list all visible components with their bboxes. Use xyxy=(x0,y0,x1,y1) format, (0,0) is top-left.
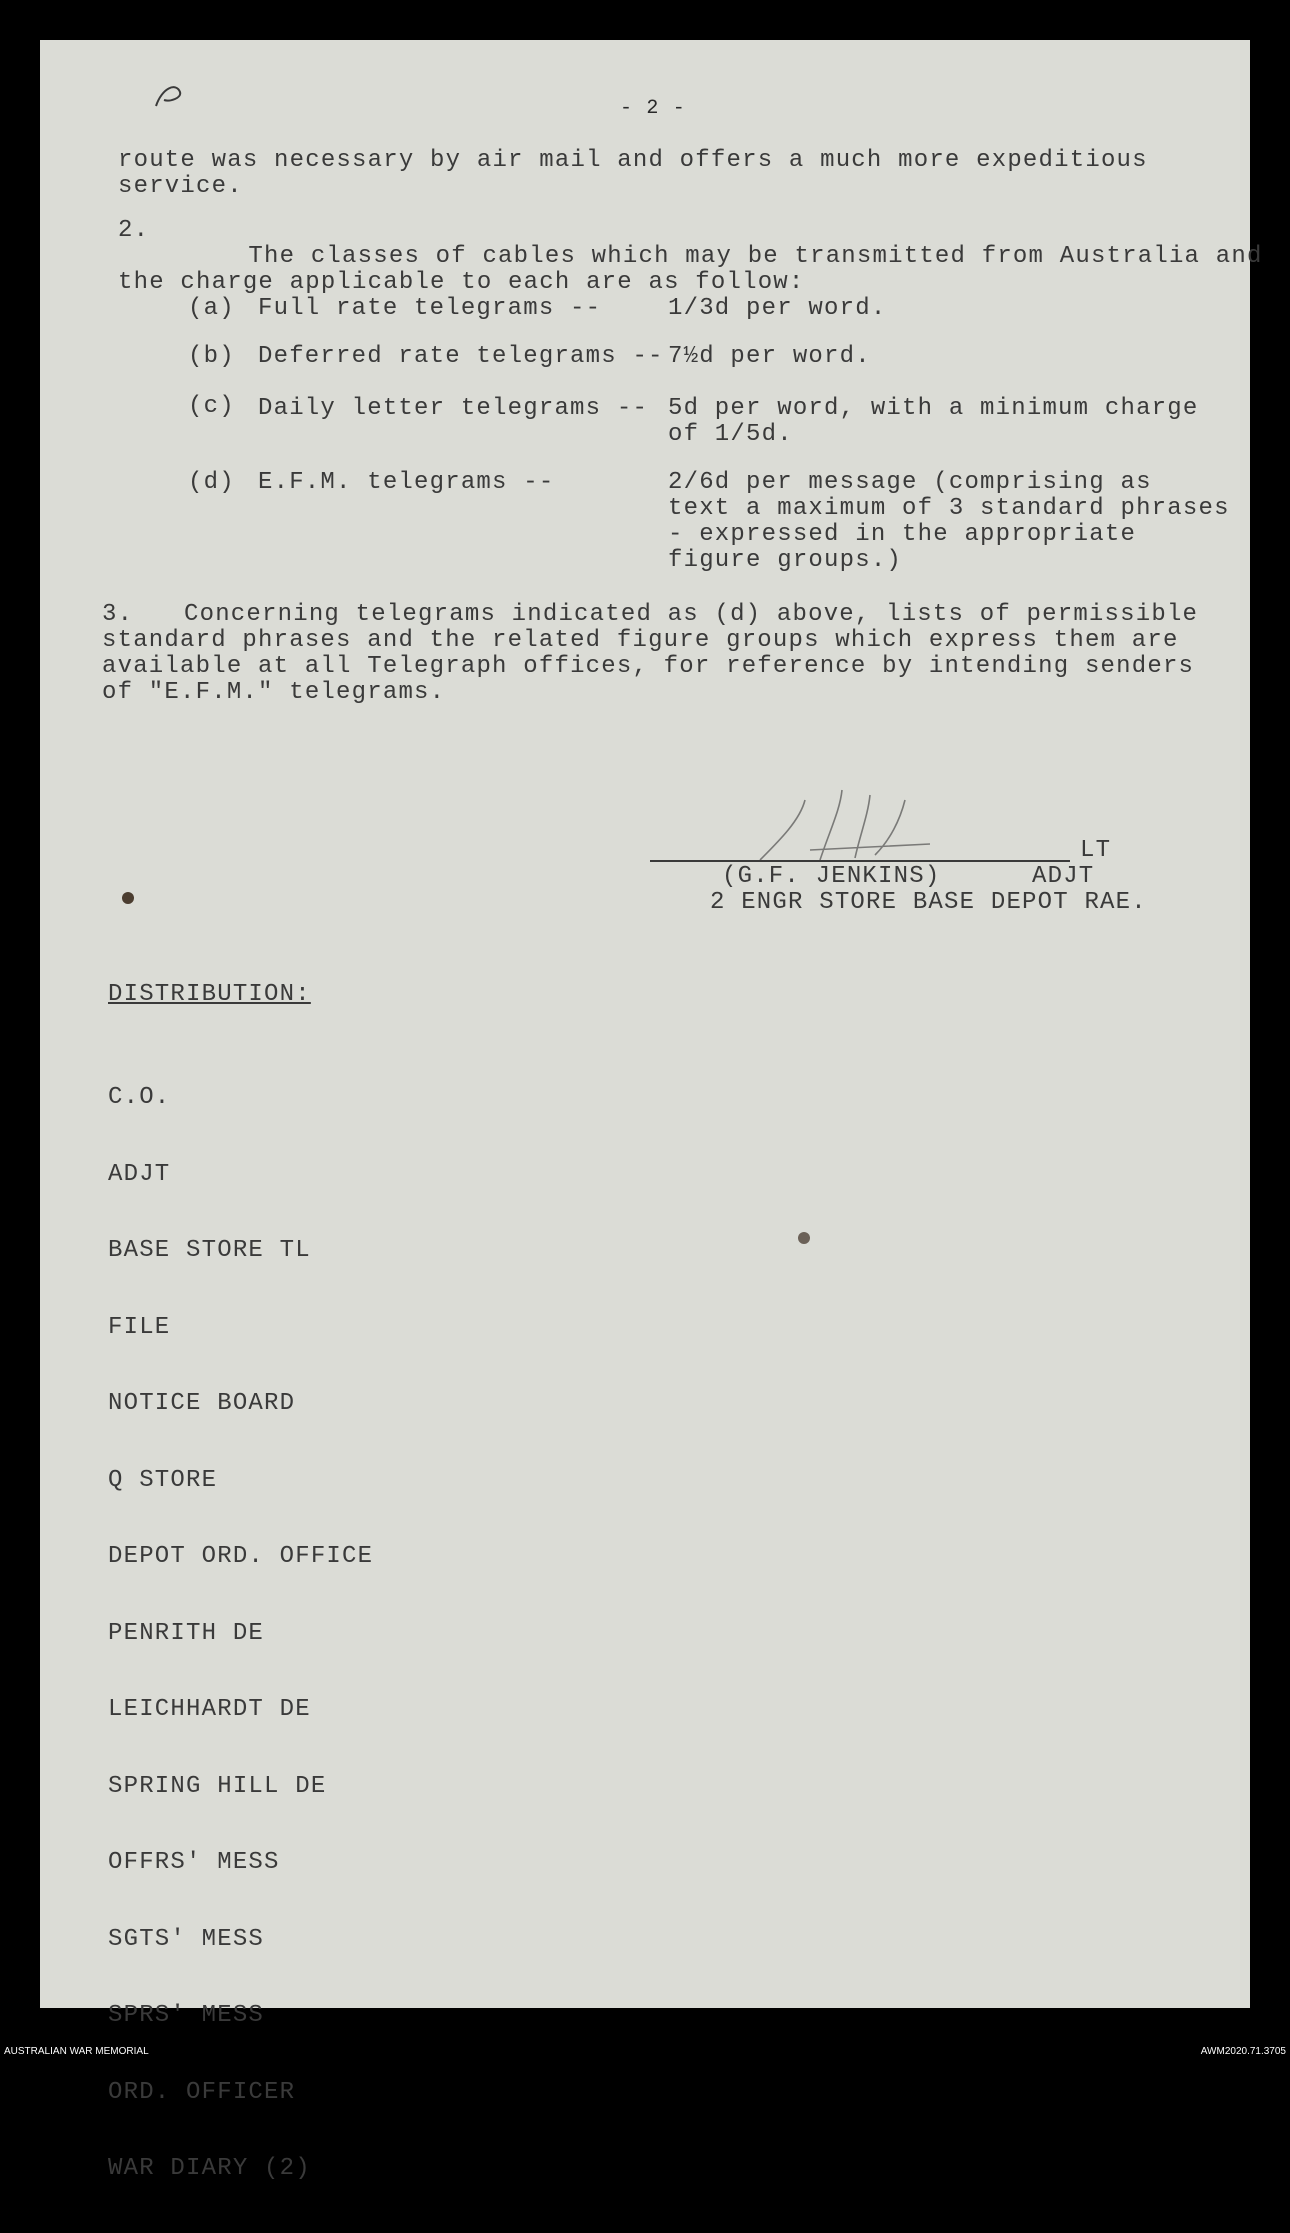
paragraph-2-text: The classes of cables which may be transmitted from Australia and the charge applicable to each are as follow: xyxy=(118,243,1263,296)
distribution-item: BASE STORE TL xyxy=(108,1237,311,1264)
paper-blemish xyxy=(798,1232,810,1244)
signature-rank: LT xyxy=(1080,837,1112,864)
paragraph-3-text: Concerning telegrams indicated as (d) above, lists of permissible standard phrases and the related figure groups which express them are available at all Telegraph offices, for reference by intending senders of "E.F.M." telegrams. xyxy=(102,601,1199,706)
signature-title: ADJT xyxy=(1032,863,1095,890)
item-a-name: Full rate telegrams -- xyxy=(258,295,602,322)
handwritten-signature xyxy=(750,780,970,870)
signature-name: (G.F. JENKINS) xyxy=(722,863,941,890)
footer-institution: AUSTRALIAN WAR MEMORIAL xyxy=(4,2046,149,2057)
paragraph-1-continuation: route was necessary by air mail and offers a much more expeditious service. xyxy=(118,147,1148,200)
distribution-item: WAR DIARY (2) xyxy=(108,2155,311,2182)
distribution-item: Q STORE xyxy=(108,1466,218,1494)
paragraph-3-number: 3. xyxy=(102,601,134,628)
distribution-item: SPRING HILL DE xyxy=(108,1772,327,1800)
signature-block xyxy=(650,780,1170,930)
item-c-label: (c) xyxy=(188,393,235,420)
paragraph-3 xyxy=(102,602,1198,706)
signature-line xyxy=(650,860,1070,862)
handwritten-page-mark xyxy=(150,78,186,112)
item-d-name: E.F.M. telegrams -- xyxy=(258,469,555,496)
distribution-item: PENRITH DE xyxy=(108,1619,265,1647)
item-c-name: Daily letter telegrams -- xyxy=(258,395,649,422)
item-d-label: (d) xyxy=(188,469,235,496)
distribution-item: DEPOT ORD. OFFICE xyxy=(108,1543,374,1570)
paragraph-2-number: 2. xyxy=(118,217,150,244)
item-b-rate: 7½d per word. xyxy=(668,343,871,370)
distribution-item: SPRS' MESS xyxy=(108,2002,265,2029)
item-b-name: Deferred rate telegrams -- xyxy=(258,343,664,370)
distribution-item: OFFRS' MESS xyxy=(108,1849,280,1876)
distribution-item: ADJT xyxy=(108,1160,171,1188)
distribution-item: SGTS' MESS xyxy=(108,1925,265,1953)
distribution-item: FILE xyxy=(108,1313,171,1341)
distribution-item: NOTICE BOARD xyxy=(108,1390,296,1417)
item-a-label: (a) xyxy=(188,295,235,322)
signature-unit: 2 ENGR STORE BASE DEPOT RAE. xyxy=(710,889,1147,916)
distribution-heading: DISTRIBUTION: xyxy=(108,981,311,1008)
item-a-rate: 1/3d per word. xyxy=(668,295,887,322)
item-c-rate: 5d per word, with a minimum charge of 1/5d. xyxy=(668,395,1199,448)
item-d-rate: 2/6d per message (comprising as text a maximum of 3 standard phrases - expressed in the appropriate figure groups.) xyxy=(668,469,1230,574)
item-b-label: (b) xyxy=(188,343,235,370)
distribution-item: C.O. xyxy=(108,1084,171,1111)
distribution-item: LEICHHARDT DE xyxy=(108,1696,311,1723)
distribution-item: ORD. OFFICER xyxy=(108,2078,296,2106)
paper-blemish xyxy=(122,892,134,904)
page-number: - 2 - xyxy=(620,97,687,120)
footer-accession-number: AWM2020.71.3705 xyxy=(1200,2046,1286,2057)
